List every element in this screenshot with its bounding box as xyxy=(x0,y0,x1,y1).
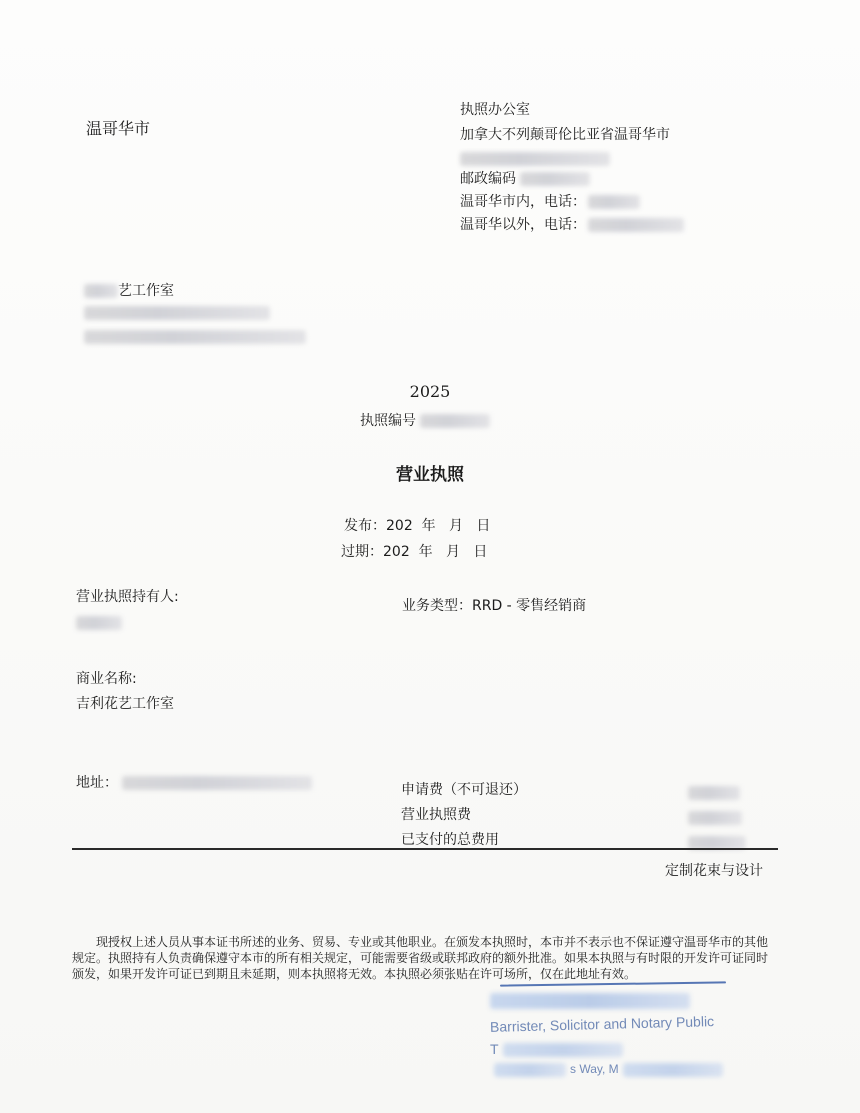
stamp-line3-redacted xyxy=(494,1063,566,1077)
license-number xyxy=(360,410,490,430)
license-number-label: 执照编号 xyxy=(360,413,416,429)
stamp-line2-redacted xyxy=(503,1043,623,1057)
stamp-line2-text: T xyxy=(490,1041,499,1057)
office-phone-inside xyxy=(460,191,640,211)
fee-label: 已支付的总费用 xyxy=(401,832,499,848)
recipient-address1-redacted xyxy=(84,302,270,321)
stamp-line1: Barrister, Solicitor and Notary Public xyxy=(489,1013,715,1035)
address-row xyxy=(76,772,312,792)
recipient-name-visible: 艺工作室 xyxy=(118,283,174,299)
address-label: 地址： xyxy=(76,775,118,791)
expires-date xyxy=(341,541,487,561)
divider-line xyxy=(72,848,778,850)
stamp-line2 xyxy=(490,1041,623,1057)
phone-inside-redacted xyxy=(588,195,640,209)
license-year: 2025 xyxy=(409,382,451,401)
address-redacted xyxy=(122,776,312,790)
recipient-name xyxy=(84,280,174,300)
office-street-redacted xyxy=(460,148,610,167)
fee-label: 申请费（不可退还） xyxy=(401,782,527,798)
signature-underline xyxy=(500,981,726,986)
recipient-name-redacted xyxy=(84,284,118,298)
notice-paragraph: 现授权上述人员从事本证书所述的业务、贸易、专业或其他职业。在颁发本执照时，本市并不表示也不保证遵守温哥华市的其他规定。执照持有人负责确保遵守本市的所有相关规定，可能需要省级或联邦政府的额外批准。如果本执照与有时限的开发许可证同时颁发，如果开发许可证已到期且未延期，则本执照将无效。本执照必须张贴在许可场所，仅在此地址有效。 xyxy=(72,935,769,981)
phone-outside-label: 温哥华以外，电话： xyxy=(460,217,586,233)
phone-outside-redacted xyxy=(588,218,684,232)
stamp-line-redacted xyxy=(490,990,690,1009)
stamp-line3-text: s Way, M xyxy=(570,1062,619,1076)
stamp-line3-redacted-tail xyxy=(623,1063,723,1077)
office-location: 加拿大不列颠哥伦比亚省温哥华市 xyxy=(460,127,670,143)
issued-date xyxy=(344,515,490,535)
expires-value: 202 年 月 日 xyxy=(383,544,488,560)
office-name: 执照办公室 xyxy=(460,102,530,118)
expires-label: 过期： xyxy=(341,544,383,560)
stamp-line3 xyxy=(494,1062,723,1077)
fee-amount-redacted xyxy=(688,807,742,826)
city-header: 温哥华市 xyxy=(86,119,151,138)
postal-label: 邮政编码 xyxy=(460,171,516,187)
issued-label: 发布： xyxy=(344,518,386,534)
postal-redacted xyxy=(520,172,590,186)
business-description: 定制花束与设计 xyxy=(665,863,763,879)
license-title: 营业执照 xyxy=(396,465,464,485)
license-number-redacted xyxy=(420,414,490,428)
recipient-address2-redacted xyxy=(84,326,306,345)
holder-name-redacted xyxy=(76,612,122,631)
office-postal xyxy=(460,168,590,188)
business-name-label: 商业名称: xyxy=(76,671,137,687)
business-type: 业务类型：RRD - 零售经销商 xyxy=(402,598,587,614)
issued-value: 202 年 月 日 xyxy=(386,518,491,534)
office-phone-outside xyxy=(460,214,684,234)
fee-label: 营业执照费 xyxy=(401,807,471,823)
phone-inside-label: 温哥华市内，电话： xyxy=(460,194,586,210)
business-name: 吉利花艺工作室 xyxy=(76,696,174,712)
fee-amount-redacted xyxy=(688,782,740,801)
holder-label: 营业执照持有人: xyxy=(76,589,179,605)
